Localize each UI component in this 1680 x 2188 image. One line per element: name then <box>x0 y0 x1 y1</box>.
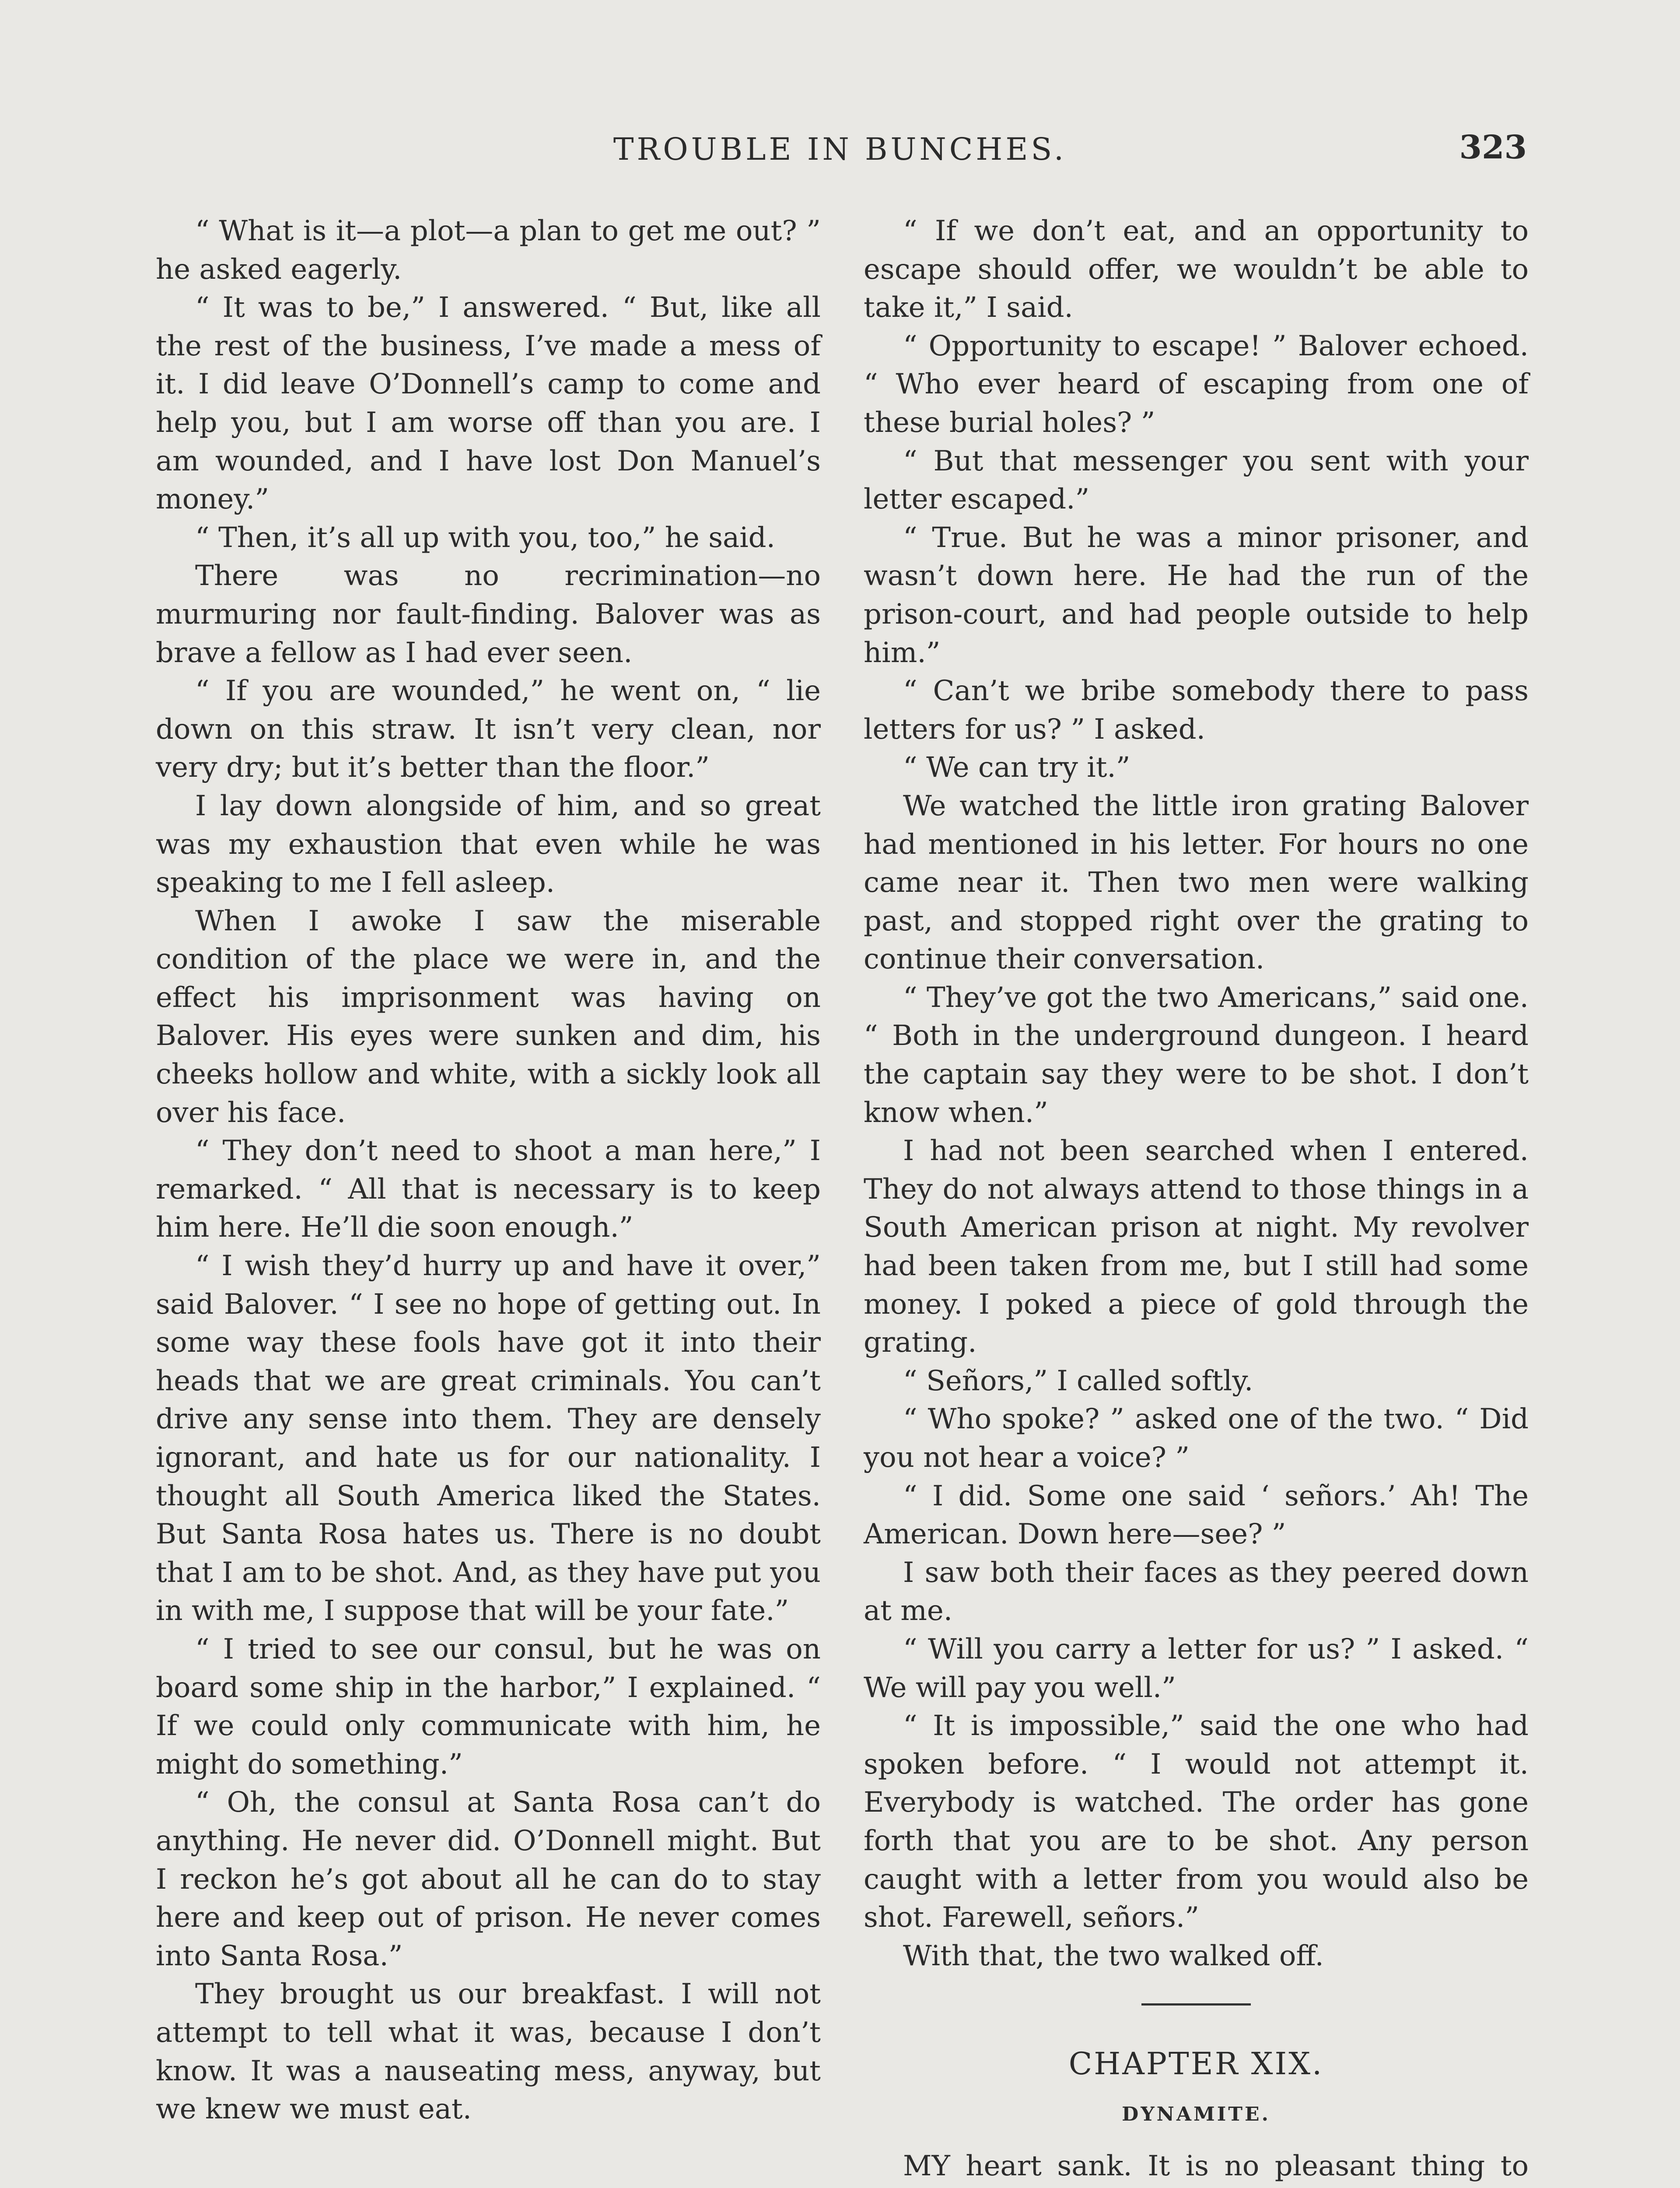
chapter-heading: CHAPTER XIX. <box>1068 2046 1324 2082</box>
paragraph: There was no recrimination—no murmuring nor fault-finding. Balover was as brave a fellow as I had ever seen. <box>156 560 821 669</box>
paragraph: “ We can try it.” <box>903 751 1130 784</box>
paragraph: “ I tried to see our consul, but he was on board some ship in the harbor,” I explained. “ If we could only communicate with him, he might do something.” <box>156 1633 821 1781</box>
paragraph: “ What is it—a plot—a plan to get me out? ” he asked eagerly. <box>156 215 821 286</box>
paragraph: “ But that messenger you sent with your letter escaped.” <box>864 445 1529 516</box>
left-column <box>156 212 821 2129</box>
paragraph: “ They’ve got the two Americans,” said one. “ Both in the underground dungeon. I heard the captain say they were to be shot. I don’t know when.” <box>864 981 1529 1129</box>
paragraph: When I awoke I saw the miserable condition of the place we were in, and the effect his imprisonment was having on Balover. His eyes were sunken and dim, his cheeks hollow and white, with a sickly look all over his face. <box>156 905 821 1129</box>
paragraph: I lay down alongside of him, and so great was my exhaustion that even while he was speaking to me I fell asleep. <box>156 789 821 899</box>
paragraph: “ I did. Some one said ‘ señors.’ Ah! The American. Down here—see? ” <box>864 1480 1529 1551</box>
paragraph: “ Will you carry a letter for us? ” I asked. “ We will pay you well.” <box>864 1633 1529 1704</box>
paragraph: “ They don’t need to shoot a man here,” I remarked. “ All that is necessary is to keep him here. He’ll die soon enough.” <box>156 1135 821 1244</box>
paragraph: “ Can’t we bribe somebody there to pass letters for us? ” I asked. <box>864 675 1529 746</box>
paragraph: “ It was to be,” I answered. “ But, like all the rest of the business, I’ve made a mess of it. I did leave O’Donnell’s camp to come and help you, but I am worse off than you are. I am wounded, and I have lost Don Manuel’s money.” <box>156 291 821 516</box>
page-header <box>153 131 1527 179</box>
section-divider <box>1141 2003 1251 2006</box>
paragraph: They brought us our breakfast. I will not attempt to tell what it was, because I don’t know. It was a nauseating mess, anyway, but we knew we must eat. <box>156 1978 821 2126</box>
paragraph: “ If we don’t eat, and an opportunity to escape should offer, we wouldn’t be able to take it,” I said. <box>864 215 1529 324</box>
paragraph: “ Opportunity to escape! ” Balover echoed. “ Who ever heard of escaping from one of these burial holes? ” <box>864 330 1529 439</box>
paragraph: “ If you are wounded,” he went on, “ lie down on this straw. It isn’t very clean, nor very dry; but it’s better than the floor.” <box>156 675 821 784</box>
right-column <box>864 212 1529 2188</box>
paragraph: With that, the two walked off. <box>903 1939 1324 1972</box>
paragraph: “ Then, it’s all up with you, too,” he said. <box>195 521 775 554</box>
paragraph: I had not been searched when I entered. They do not always attend to those things in a South American prison at night. My revolver had been taken from me, but I still had some money. I poked a piece of gold through the grating. <box>864 1135 1529 1359</box>
paragraph: “ Señors,” I called softly. <box>903 1364 1253 1397</box>
chapter-opening-paragraph: MY heart sank. It is no pleasant thing to <box>903 2150 1529 2183</box>
paragraph: “ Who spoke? ” asked one of the two. “ Did you not hear a voice? ” <box>864 1403 1529 1474</box>
paragraph: We watched the little iron grating Balover had mentioned in his letter. For hours no one came near it. Then two men were walking past, and stopped right over the grating to continue their conversation. <box>864 789 1529 976</box>
running-title: TROUBLE IN BUNCHES. <box>613 131 1067 167</box>
paragraph: “ True. But he was a minor prisoner, and wasn’t down here. He had the run of the prison-court, and had people outside to help him.” <box>864 521 1529 669</box>
chapter-title: DYNAMITE. <box>1122 2103 1270 2126</box>
paragraph: “ I wish they’d hurry up and have it over,” said Balover. “ I see no hope of getting out. In some way these fools have got it into their heads that we are great criminals. You can’t drive any sense into them. They are densely ignorant, and hate us for our nationality. I thought all South America liked the States. But Santa Rosa hates us. There is no doubt that I am to be shot. And, as they have put you in with me, I suppose that will be your fate.” <box>156 1250 821 1627</box>
paragraph: I saw both their faces as they peered down at me. <box>864 1556 1529 1627</box>
paragraph: “ It is impossible,” said the one who had spoken before. “ I would not attempt it. Everybody is watched. The order has gone forth that you are to be shot. Any person caught with a letter from you would also be shot. Farewell, señors.” <box>864 1710 1529 1934</box>
paragraph: “ Oh, the consul at Santa Rosa can’t do anything. He never did. O’Donnell might. But I reckon he’s got about all he can do to stay here and keep out of prison. He never comes into Santa Rosa.” <box>156 1786 821 1972</box>
page-number: 323 <box>1459 129 1527 166</box>
